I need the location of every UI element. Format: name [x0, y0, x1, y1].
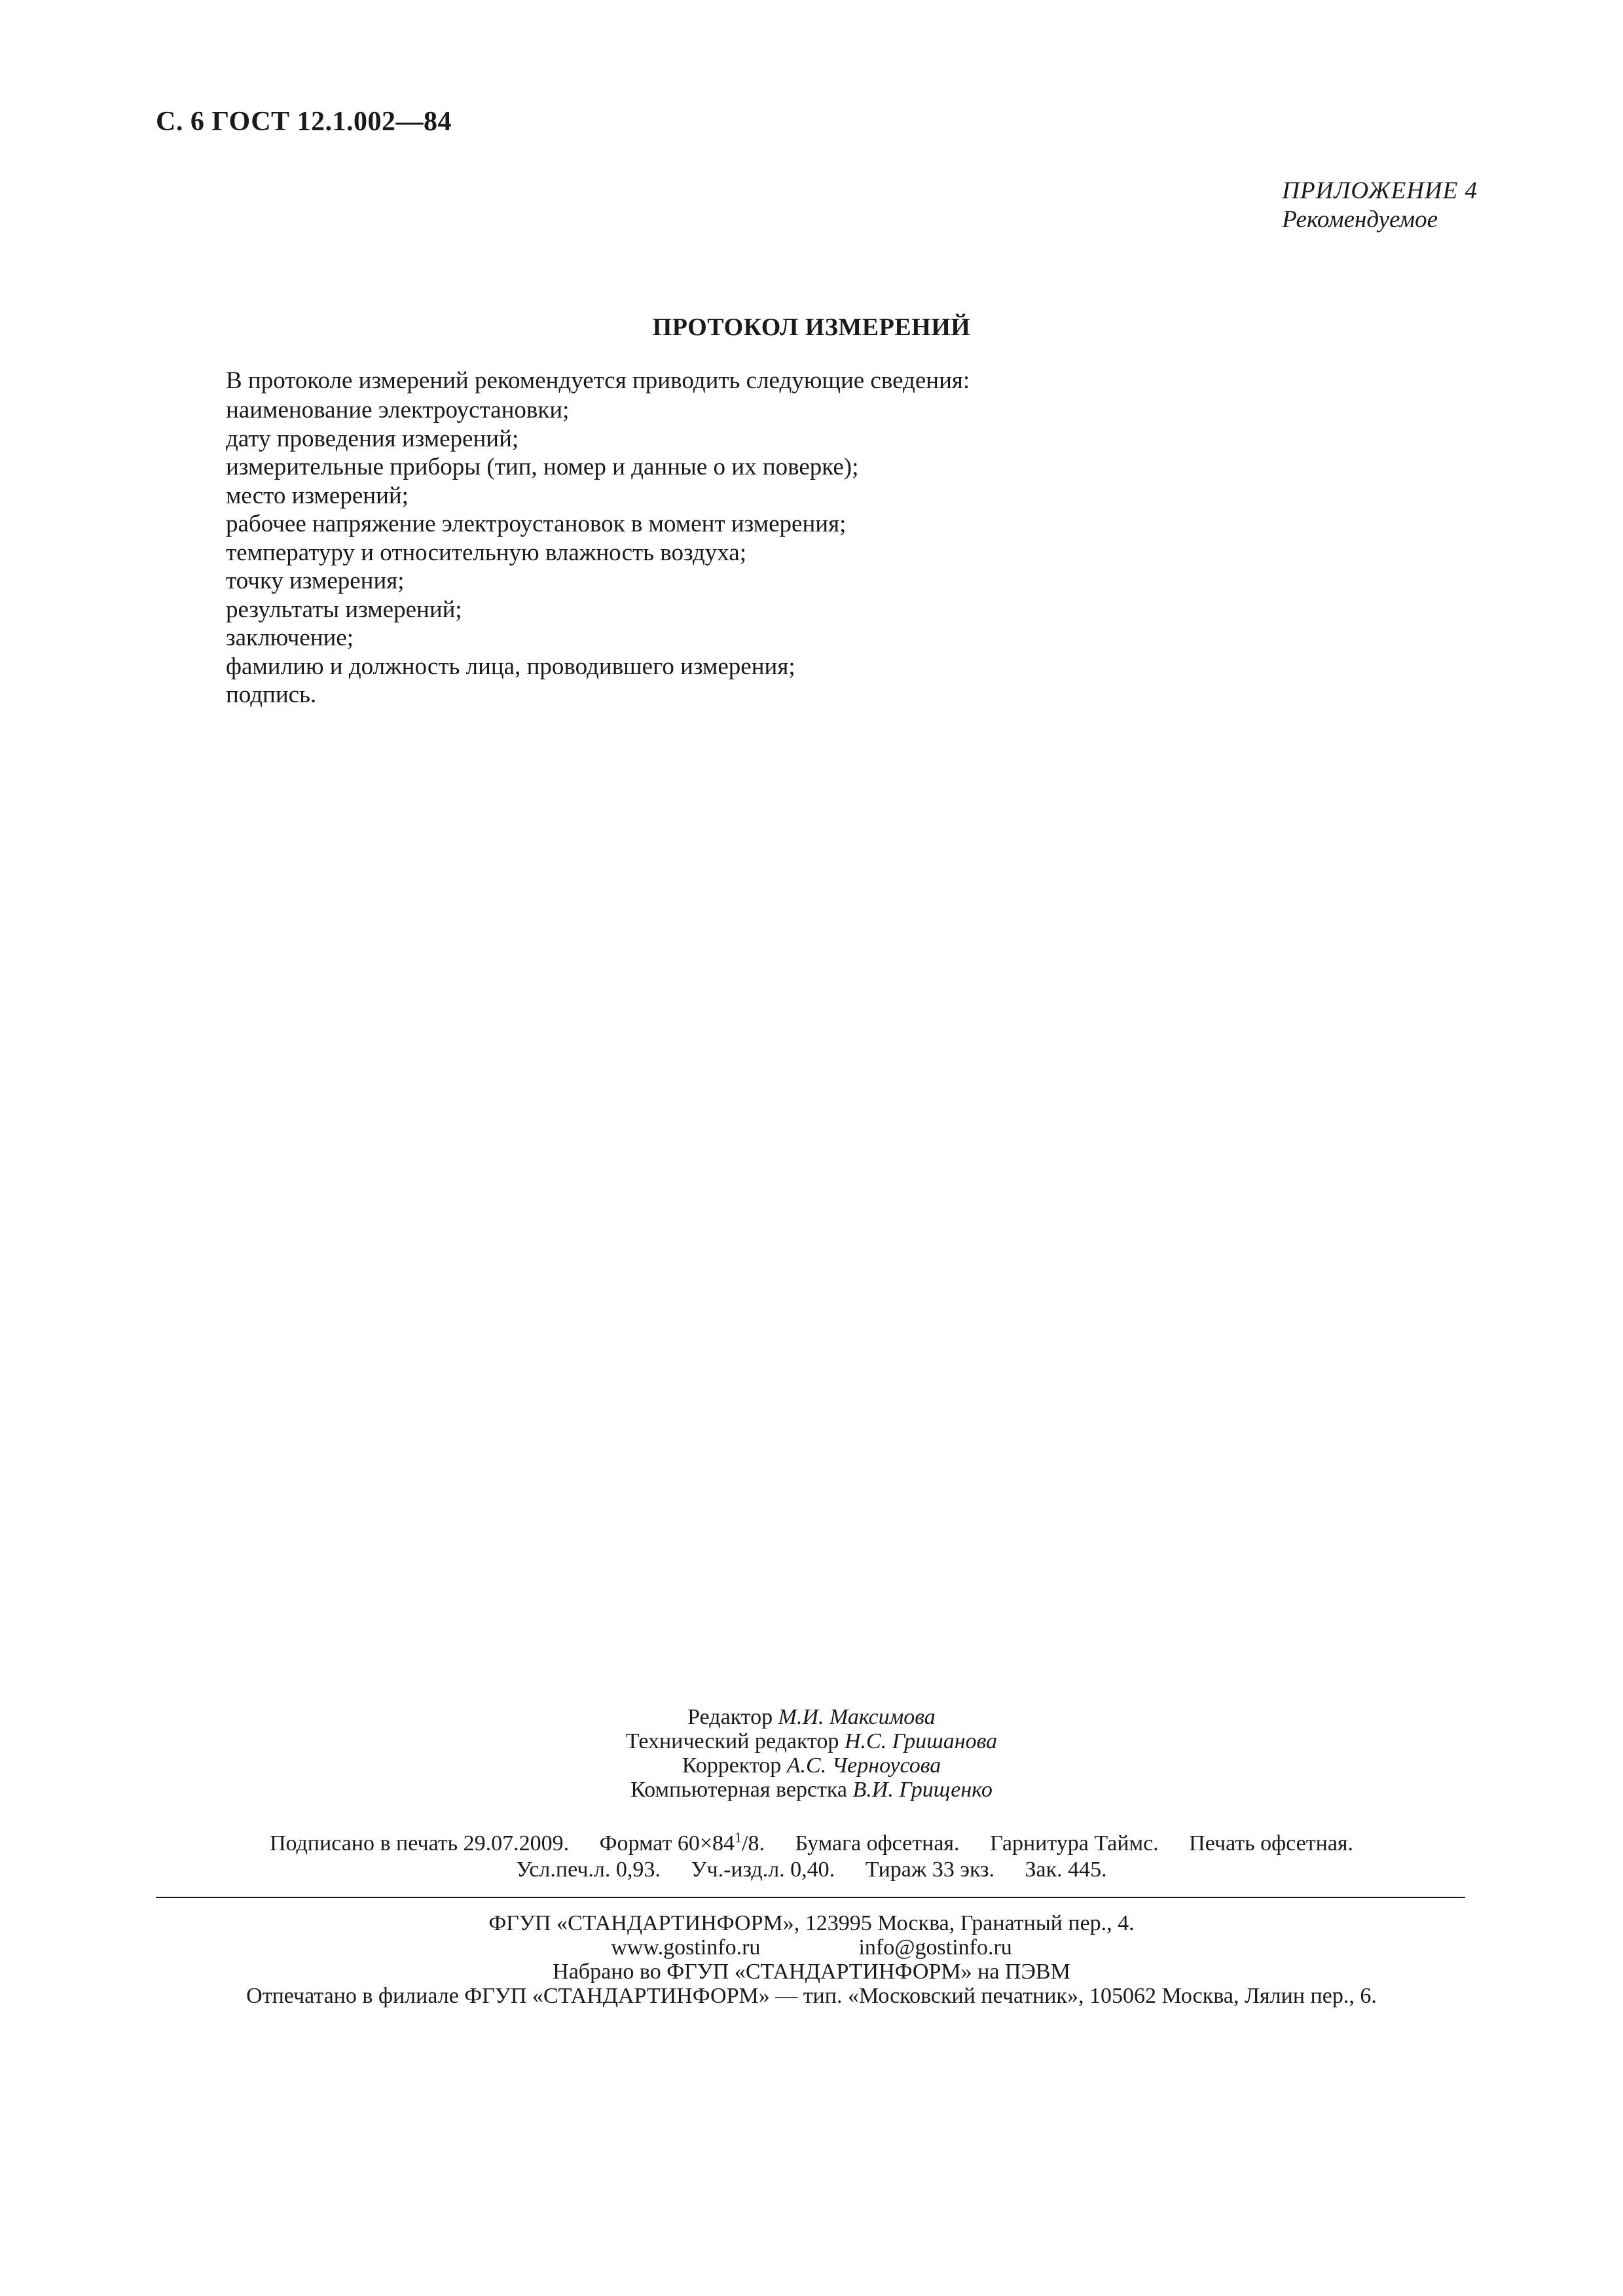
format: Формат $60\times 84^1/8$. [599, 1829, 765, 1856]
credits-block [0, 1705, 1623, 1802]
requirements-list [226, 396, 858, 709]
divider [156, 1897, 1465, 1898]
appendix-title: ПРИЛОЖЕНИЕ 4 [1282, 177, 1478, 204]
credit-role: Компьютерная верстка [630, 1778, 848, 1802]
credit-name: В.И. Грищенко [852, 1778, 993, 1802]
credit-role: Редактор [687, 1705, 773, 1729]
list-item: заключение; [226, 624, 354, 651]
print-info-row-1 [0, 1831, 1623, 1857]
printed-note: Отпечатано в филиале ФГУП «СТАНДАРТИНФОРМ» — тип. «Московский печатник», 105062 Москва, Лялин пер., 6. [246, 1984, 1377, 2008]
credit-name: Н.С. Гришанова [844, 1729, 998, 1753]
page-header: С. 6 ГОСТ 12.1.002—84 [156, 107, 452, 137]
edit-sheets: Уч.-изд.л. 0,40. [691, 1857, 835, 1882]
publisher-email: info@gostinfo.ru [858, 1935, 1012, 1960]
intro-paragraph: В протоколе измерений рекомендуется приводить следующие сведения: [226, 367, 970, 394]
credit-name: М.И. Максимова [778, 1705, 936, 1729]
printing-method: Печать офсетная. [1189, 1831, 1354, 1856]
typeface: Гарнитура Таймс. [990, 1831, 1159, 1856]
list-item: точку измерения; [226, 567, 405, 594]
list-item: результаты измерений; [226, 596, 462, 623]
credit-role: Технический редактор [625, 1729, 839, 1753]
order-number: Зак. 445. [1025, 1857, 1107, 1882]
list-item: подпись. [226, 681, 317, 708]
credit-editor [0, 1705, 1623, 1729]
publisher-website: www.gostinfo.ru [611, 1935, 761, 1960]
list-item: температуру и относительную влажность воздуха; [226, 539, 747, 566]
list-item: наименование электроустановки; [226, 397, 570, 423]
credit-name: А.С. Черноусова [786, 1753, 941, 1778]
circulation: Тираж 33 экз. [865, 1857, 994, 1882]
signed-date: Подписано в печать 29.07.2009. [269, 1831, 570, 1856]
list-item: измерительные приборы (тип, номер и данные о их поверке); [226, 454, 859, 480]
appendix-status: Рекомендуемое [1282, 206, 1438, 233]
publisher-block [0, 1911, 1623, 2008]
publisher-address: ФГУП «СТАНДАРТИНФОРМ», 123995 Москва, Гранатный пер., 4. [488, 1911, 1135, 1935]
paper-type: Бумага офсетная. [795, 1831, 960, 1856]
print-info-row-2 [0, 1857, 1623, 1883]
print-sheets: Усл.печ.л. 0,93. [516, 1857, 661, 1882]
credit-tech-editor [0, 1729, 1623, 1753]
appendix-label [1282, 177, 1478, 234]
list-item: дату проведения измерений; [226, 425, 519, 452]
publisher-contacts [0, 1935, 1623, 1960]
typeset-note: Набрано во ФГУП «СТАНДАРТИНФОРМ» на ПЭВМ [553, 1960, 1070, 1984]
list-item: место измерений; [226, 482, 409, 509]
print-info-block [0, 1831, 1623, 1883]
credit-role: Корректор [682, 1753, 782, 1778]
credit-proofreader [0, 1753, 1623, 1778]
credit-layout [0, 1778, 1623, 1802]
list-item: фамилию и должность лица, проводившего измерения; [226, 653, 795, 680]
document-title: ПРОТОКОЛ ИЗМЕРЕНИЙ [652, 314, 971, 341]
list-item: рабочее напряжение электроустановок в момент измерения; [226, 511, 847, 537]
